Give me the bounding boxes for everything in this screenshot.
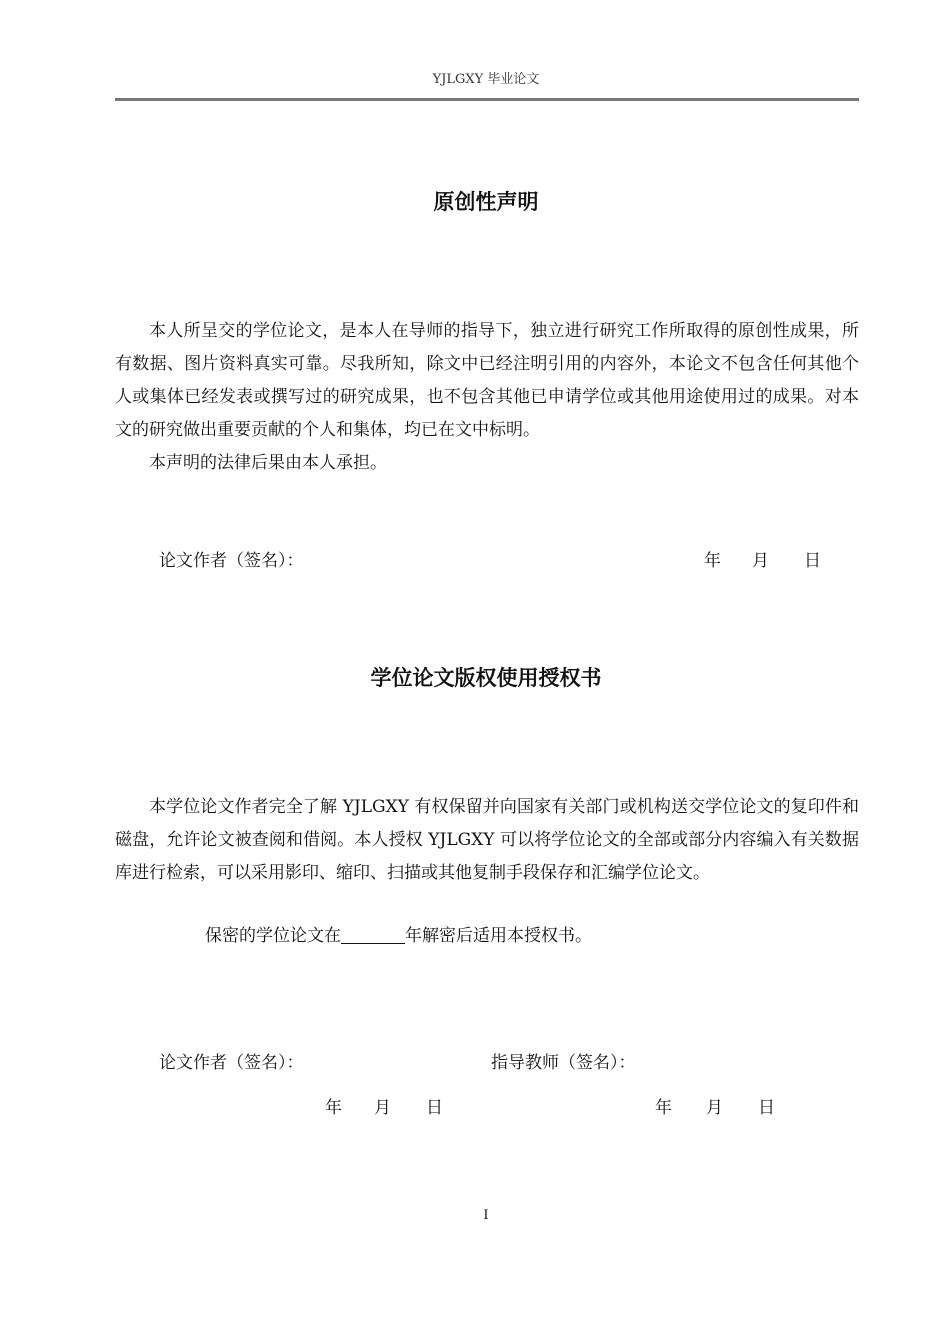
authorization-body [115,791,859,890]
author-date-day: 日 [426,1098,443,1118]
page-number: I [483,1208,489,1223]
declaration-paragraph: 本人所呈交的学位论文，是本人在导师的指导下，独立进行研究工作所取得的原创性成果，所有数据、图片资料真实可靠。尽我所知，除文中已经注明引用的内容外，本论文不包含任何其他个人或集体已经发表或撰写过的研究成果，也不包含其他已申请学位或其他用途使用过的成果。对本文的研究做出重要贡献的个人和集体，均已在文中标明。 [115,321,859,440]
author-date-month: 月 [374,1098,391,1118]
advisor-date-month: 月 [706,1098,723,1118]
declaration-author-signature-label: 论文作者（签名）： [159,551,304,571]
declaration-paragraph: 本声明的法律后果由本人承担。 [149,453,387,473]
declaration-body [115,315,859,480]
declaration-date-year: 年 [704,551,721,571]
advisor-signature-label: 指导教师（签名）： [491,1053,636,1073]
secrecy-line [205,924,592,948]
advisor-date-year: 年 [655,1098,672,1118]
advisor-date-day: 日 [758,1098,775,1118]
declaration-date-month: 月 [752,551,769,571]
author-date-year: 年 [325,1098,342,1118]
secrecy-prefix: 保密的学位论文在 [205,926,341,946]
authorization-paragraph: 本学位论文作者完全了解 YJLGXY 有权保留并向国家有关部门或机构送交学位论文的复印件和磁盘，允许论文被查阅和借阅。本人授权 YJLGXY 可以将学位论文的全部或部分内容编入有关数据库进行检索，可以采用影印、缩印、扫描或其他复制手段保存和汇编学位论文。 [115,797,859,883]
authorization-title: 学位论文版权使用授权书 [370,666,602,690]
declaration-date-day: 日 [804,551,821,571]
declaration-title: 原创性声明 [433,190,539,214]
secrecy-suffix: 年解密后适用本授权书。 [405,926,592,946]
authorization-author-signature-label: 论文作者（签名）： [159,1053,304,1073]
running-header: YJLGXY 毕业论文 [432,72,540,87]
header-divider [115,98,859,101]
secrecy-year-blank[interactable] [341,926,405,944]
